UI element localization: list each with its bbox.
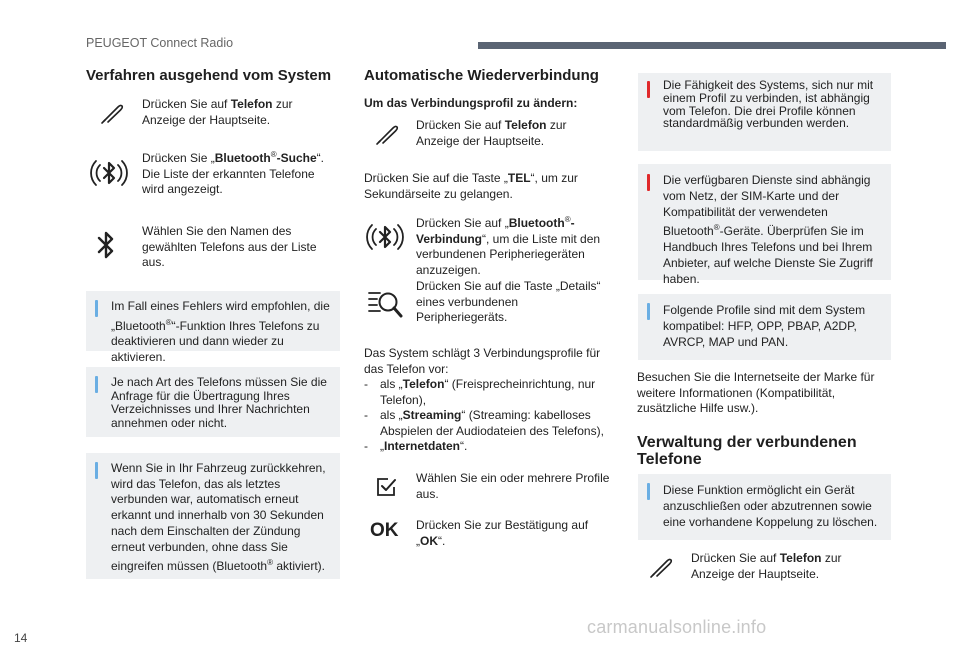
details-magnifier-icon — [366, 283, 406, 323]
col1-step1: Drücken Sie auf Telefon zur Anzeige der Hauptseite. — [142, 97, 293, 127]
col2-para1: Drücken Sie auf die Taste „TEL“, um zur Sekundärseite zu gelangen. — [364, 171, 578, 201]
col2-step5: Drücken Sie zur Bestätigung auf „OK“. — [416, 518, 589, 548]
col3-note2: Diese Funktion ermöglicht ein Gerät anzuschließen oder abzutrennen sowie eine vorhandene Koppelung zu löschen. — [638, 474, 891, 540]
info-marker-icon — [95, 300, 98, 317]
col1-note1: Im Fall eines Fehlers wird empfohlen, die „Bluetooth®“-Funktion Ihres Telefons zu deaktivieren und dann wieder zu aktivieren. — [86, 291, 340, 351]
col3-warning1: Die Fähigkeit des Systems, sich nur mit einem Profil zu verbinden, ist abhängig vom Telefon. Die drei Profile können standardmäßig verbunden werden. — [638, 73, 891, 151]
col1-step3: Wählen Sie den Namen des gewählten Telefons aus der Liste aus. — [142, 224, 317, 269]
col2-step2: Drücken Sie auf „Bluetooth®-Verbindung“, um die Liste mit den verbundenen Peripheriegeräten anzuzeigen. — [416, 215, 601, 277]
info-marker-icon — [95, 462, 98, 479]
page-number: 14 — [14, 631, 28, 645]
list-item: - als „Telefon“ (Freisprecheinrichtung, nur Telefon), — [364, 377, 596, 407]
bluetooth-icon — [96, 228, 116, 262]
list-item: - „Internetdaten“. — [364, 439, 468, 453]
info-marker-icon — [647, 303, 650, 320]
col2-step4: Wählen Sie ein oder mehrere Profile aus. — [416, 471, 610, 501]
col1-note2: Je nach Art des Telefons müssen Sie die Anfrage für die Übertragung Ihres Verzeichnisses und Ihrer Nachrichten annehmen oder nicht. — [86, 367, 340, 437]
finger-touch-icon — [100, 99, 124, 125]
finger-touch-icon — [375, 120, 399, 146]
col1-note3: Wenn Sie in Ihr Fahrzeug zurückkehren, wird das Telefon, das als letztes verbunden war, automatisch erneut erkannt und innerhalb von 30 Sekunden nach dem Einschalten der Zündung erneut verbunden, ohne dass Sie eingreifen müssen (Bluetooth® aktiviert). — [86, 453, 340, 579]
col3-heading: Verwaltung der verbundenen Telefone — [637, 434, 857, 468]
ok-icon: OK — [370, 520, 399, 541]
col2-subheading: Um das Verbindungsprofil zu ändern: — [364, 96, 578, 110]
header-bar — [478, 42, 946, 49]
finger-touch-icon — [649, 553, 673, 579]
col3-warning2: Die verfügbaren Dienste sind abhängig vom Netz, der SIM-Karte und der Kompatibilität der verwendeten Bluetooth®-Geräte. Überprüfen Sie im Handbuch Ihres Telefons und bei Ihrem Anbieter, auf welche Dienste Sie Zugriff haben. — [638, 164, 891, 280]
col2-heading: Automatische Wiederverbindung — [364, 67, 599, 84]
col1-step2: Drücken Sie „Bluetooth®-Suche“. Die Liste der erkannten Telefone wird angezeigt. — [142, 150, 324, 196]
warning-marker-icon — [647, 174, 650, 191]
col3-step1: Drücken Sie auf Telefon zur Anzeige der Hauptseite. — [691, 551, 842, 581]
bluetooth-search-icon — [364, 216, 406, 258]
col2-step3: Drücken Sie auf die Taste „Details“ eines verbundenen Peripheriegeräts. — [416, 279, 601, 324]
info-marker-icon — [95, 376, 98, 393]
list-item: - als „Streaming“ (Streaming: kabelloses Abspielen der Audiodateien des Telefons), — [364, 408, 604, 438]
col2-step1: Drücken Sie auf Telefon zur Anzeige der Hauptseite. — [416, 118, 567, 148]
checkbox-icon — [375, 476, 397, 498]
col2-para2: Das System schlägt 3 Verbindungsprofile für das Telefon vor: — [364, 346, 601, 376]
info-marker-icon — [647, 483, 650, 500]
running-header: PEUGEOT Connect Radio — [86, 36, 234, 50]
bluetooth-search-icon — [88, 152, 130, 194]
col3-para1: Besuchen Sie die Internetseite der Marke für weitere Informationen (Kompatibilität, zusätzliche Hilfe usw.). — [637, 370, 875, 415]
col1-heading: Verfahren ausgehend vom System — [86, 67, 332, 84]
warning-marker-icon — [647, 81, 650, 98]
col3-note1: Folgende Profile sind mit dem System kompatibel: HFP, OPP, PBAP, A2DP, AVRCP, MAP und PAN. — [638, 294, 891, 360]
watermark: carmanualsonline.info — [587, 617, 767, 637]
col2-profile-list — [364, 377, 614, 455]
